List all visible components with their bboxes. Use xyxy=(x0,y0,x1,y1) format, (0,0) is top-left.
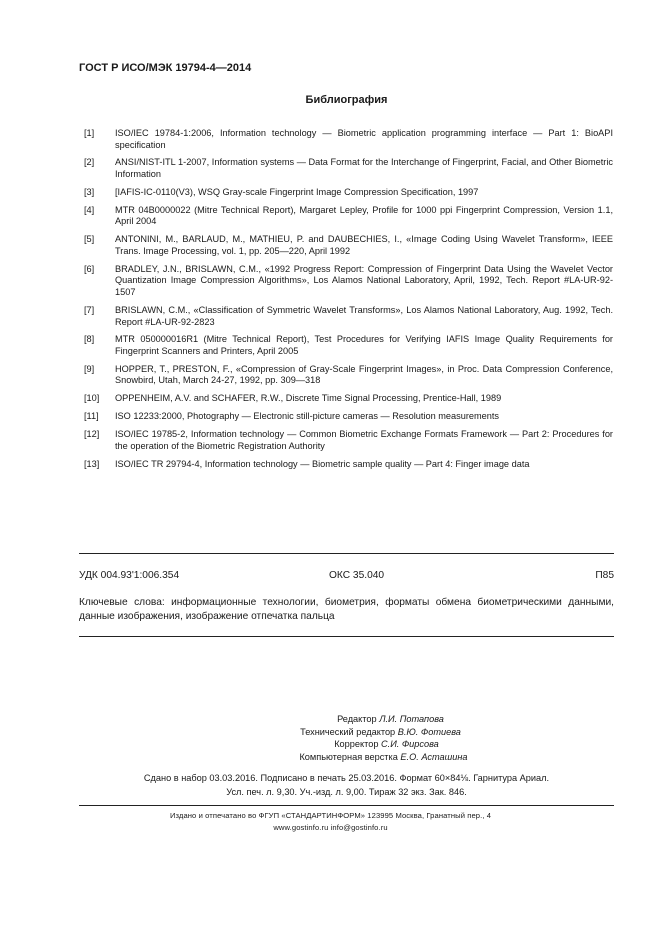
entry-number: [9] xyxy=(84,363,95,374)
keywords: Ключевые слова: информационные технологии, биометрия, форматы обмена биометрическими данными, данные изображения, изображение отпечатка пальца xyxy=(79,597,614,622)
classifier-code: П85 xyxy=(595,570,614,581)
credit-editor: Редактор Л.И. Потапова xyxy=(337,714,444,724)
entry-text: ISO/IEC 19784-1:2006, Information technology — Biometric application programming interface — Part 1: BioAPI specification xyxy=(115,128,613,150)
bibliography-entry xyxy=(79,205,613,228)
entry-text: MTR 050000016R1 (Mitre Technical Report), Test Procedures for Verifying IAFIS Image Quality Requirements for Fingerprint Scanners and Printers, April 2005 xyxy=(115,334,613,356)
bibliography-entry xyxy=(79,128,613,151)
credit-layout: Компьютерная верстка Е.О. Асташина xyxy=(299,751,468,762)
imprint-line-1: Сдано в набор 03.03.2016. Подписано в печать 25.03.2016. Формат 60×84⅛. Гарнитура Ариал. xyxy=(143,773,550,783)
bibliography-entry xyxy=(79,429,613,452)
bibliography-entry xyxy=(79,305,613,328)
entry-number: [7] xyxy=(84,304,95,315)
entry-text: ISO/IEC TR 29794-4, Information technology — Biometric sample quality — Part 4: Finger image data xyxy=(115,458,530,469)
printer-info xyxy=(0,810,661,833)
imprint-line-2: Усл. печ. л. 9,30. Уч.-изд. л. 9,00. Тираж 32 экз. Зак. 846. xyxy=(226,787,467,797)
entry-number: [1] xyxy=(84,128,95,138)
entry-text: ISO/IEC 19785-2, Information technology — Common Biometric Exchange Formats Framework — Part 2: Procedures for the operation of the Biometric Registration Authority xyxy=(115,429,613,451)
bibliography-title: Библиография xyxy=(305,94,388,106)
entry-text: OPPENHEIM, A.V. and SCHAFER, R.W., Discrete Time Signal Processing, Prentice-Hall, 1989 xyxy=(115,393,502,404)
bibliography-entry xyxy=(79,411,613,423)
entry-number: [12] xyxy=(84,429,100,440)
entry-text: ANTONINI, M., BARLAUD, M., MATHIEU, P. and DAUBECHIES, I., «Image Coding Using Wavelet Transform», IEEE Trans. Image Processing, vol. 1, pp. 205—220, April 1992 xyxy=(115,234,613,256)
divider-middle xyxy=(79,636,614,637)
entry-number: [10] xyxy=(84,393,100,404)
entry-text: [IAFIS-IC-0110(V3), WSQ Gray-scale Fingerprint Image Compression Specification, 1997 xyxy=(115,186,479,197)
bibliography-entry xyxy=(79,187,613,199)
printer-address: Издано и отпечатано во ФГУП «СТАНДАРТИНФОРМ» 123995 Москва, Гранатный пер., 4 xyxy=(169,811,492,820)
entry-text: BRISLAWN, C.M., «Classification of Symmetric Wavelet Transforms», Los Alamos National Laboratory, Aug. 1992, Tech. Report #LA-UR-92-2823 xyxy=(115,304,613,327)
entry-number: [2] xyxy=(84,157,95,168)
entry-text: HOPPER, T., PRESTON, F., «Compression of Gray-Scale Fingerprint Images», in Proc. Data Compression Conference, Snowbird, Utah, March 24-27, 1992, pp. 309—318 xyxy=(115,363,613,386)
bibliography-entry xyxy=(79,157,613,180)
divider-bottom xyxy=(79,805,614,806)
document-standard-number: ГОСТ Р ИСО/МЭК 19794-4—2014 xyxy=(79,62,252,74)
entry-text: ISO 12233:2000, Photography — Electronic still-picture cameras — Resolution measurements xyxy=(115,411,500,422)
entry-text: MTR 04B0000022 (Mitre Technical Report), Margaret Lepley, Profile for 1000 ppi Fingerprint Compression, Version 1.1, April 2004 xyxy=(115,204,613,227)
entry-number: [5] xyxy=(84,234,95,245)
divider-top xyxy=(79,553,614,554)
entry-number: [4] xyxy=(84,204,95,215)
bibliography-entry xyxy=(79,459,613,471)
entry-number: [3] xyxy=(84,186,95,197)
credit-tech-editor: Технический редактор В.Ю. Фотиева xyxy=(300,726,461,737)
bibliography-entry xyxy=(79,364,613,387)
oks-code: ОКС 35.040 xyxy=(329,570,385,581)
bibliography-entry xyxy=(79,393,613,405)
entry-number: [6] xyxy=(84,263,95,274)
entry-number: [13] xyxy=(84,458,100,469)
credit-corrector: Корректор С.И. Фирсова xyxy=(334,739,439,750)
bibliography-list xyxy=(79,128,613,477)
entry-number: [8] xyxy=(84,334,95,345)
bibliography-entry xyxy=(79,264,613,299)
credits-block xyxy=(0,713,661,763)
udk-code: УДК 004.93'1:006.354 xyxy=(79,570,180,581)
entry-number: [11] xyxy=(84,411,99,422)
bibliography-entry xyxy=(79,234,613,257)
entry-text: BRADLEY, J.N., BRISLAWN, C.M., «1992 Progress Report: Compression of Fingerprint Data Using the Wavelet Vector Quantization Image Compression Algorithms», Los Alamos National Laboratory, April, 1992, Tech. Report #LA-UR-92-1507 xyxy=(115,263,613,298)
entry-text: ANSI/NIST-ITL 1-2007, Information systems — Data Format for the Interchange of Fingerprint, Facial, and Other Biometric Information xyxy=(115,157,613,180)
printer-contacts: www.gostinfo.ru info@gostinfo.ru xyxy=(273,822,388,832)
bibliography-entry xyxy=(79,334,613,357)
